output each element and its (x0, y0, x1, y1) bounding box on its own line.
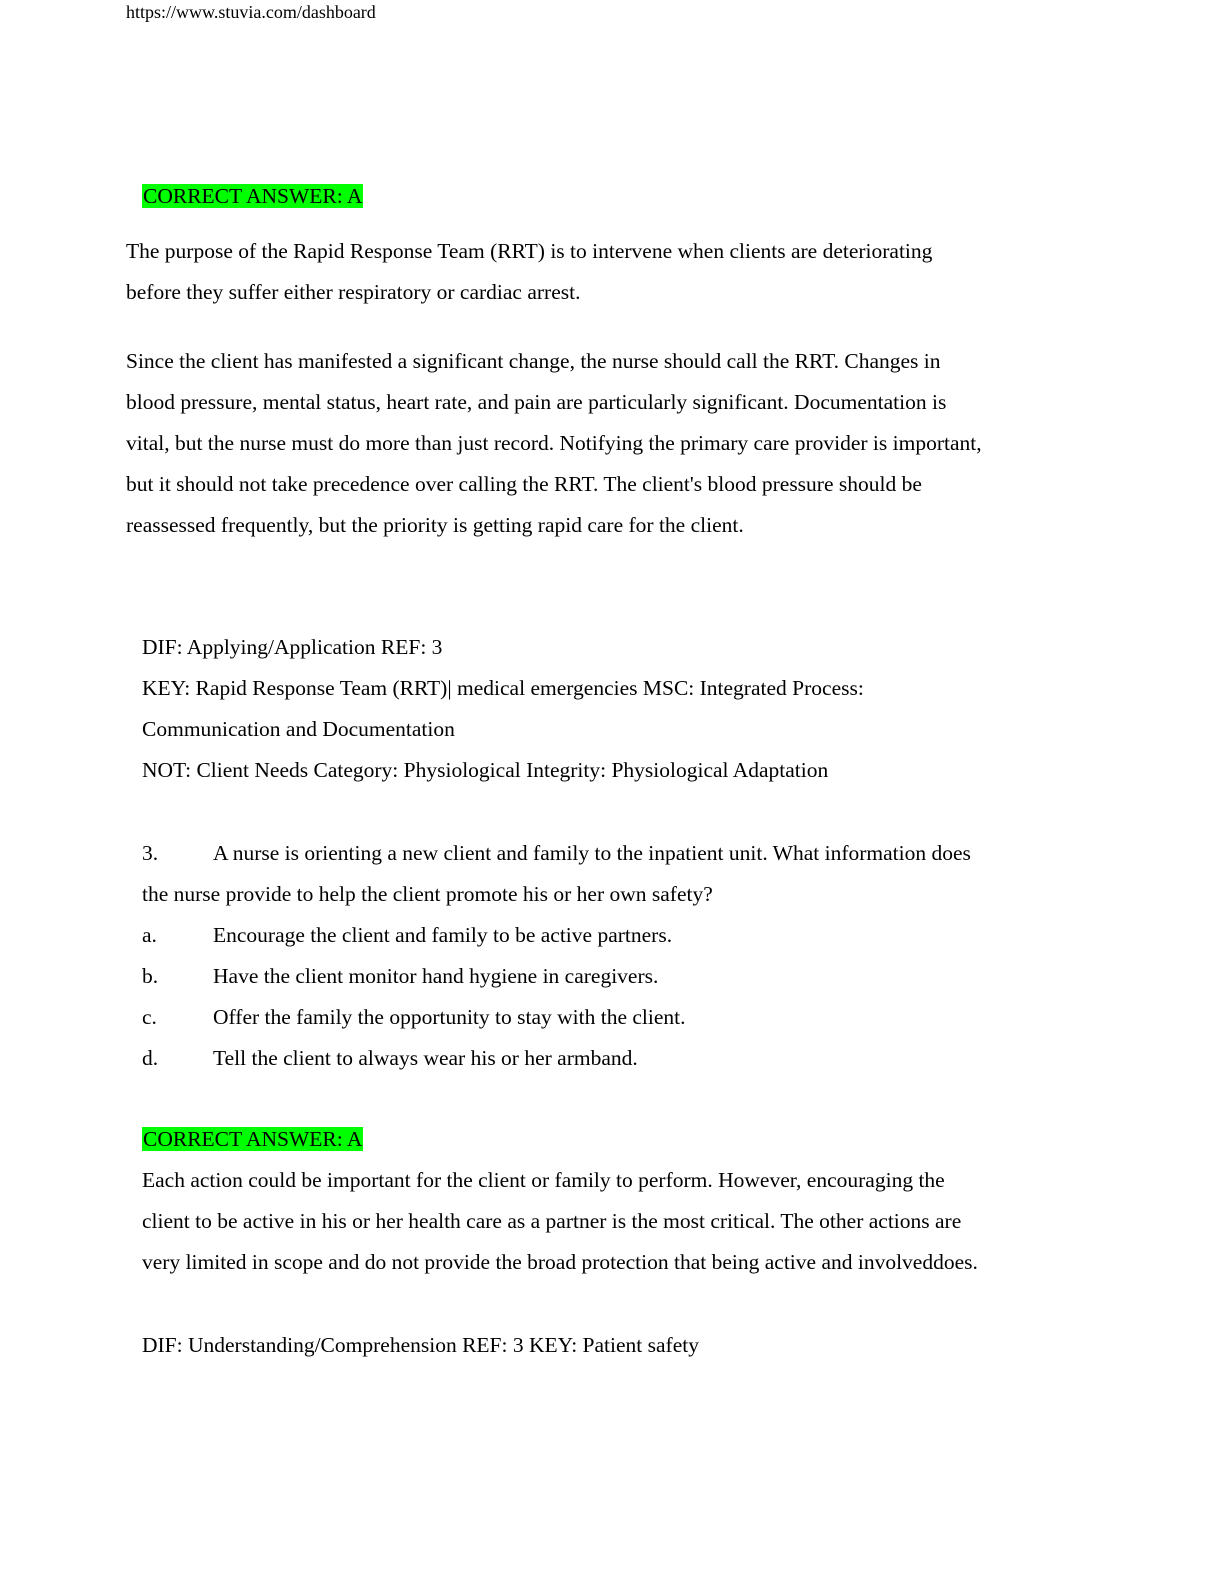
text-line: but it should not take precedence over calling the RRT. The client's blood pressure should be (126, 472, 922, 496)
text-line: client to be active in his or her health care as a partner is the most critical. The other actions are (142, 1209, 962, 1233)
text-line: Since the client has manifested a significant change, the nurse should call the RRT. Changes in (126, 349, 941, 373)
option-a (142, 915, 971, 956)
answer-block-q3 (142, 1119, 978, 1283)
answer-line (142, 1119, 978, 1160)
option-letter: c. (142, 1005, 157, 1029)
option-text: Encourage the client and family to be active partners. (213, 923, 673, 947)
text-line: The purpose of the Rapid Response Team (RRT) is to intervene when clients are deteriorating (126, 239, 933, 263)
option-letter: d. (142, 1046, 159, 1070)
question-stem-text: A nurse is orienting a new client and family to the inpatient unit. What information does (213, 841, 971, 865)
question-metadata-q2 (142, 627, 864, 791)
question-metadata-q3 (142, 1325, 699, 1366)
page-header-url: https://www.stuvia.com/dashboard (126, 2, 376, 22)
text-line: very limited in scope and do not provide the broad protection that being active and involveddoes. (142, 1250, 978, 1274)
option-letter: b. (142, 964, 159, 988)
text-line: reassessed frequently, but the priority is getting rapid care for the client. (126, 513, 744, 537)
option-letter: a. (142, 923, 157, 947)
meta-line: DIF: Understanding/Comprehension REF: 3 KEY: Patient safety (142, 1333, 699, 1357)
option-d (142, 1038, 971, 1079)
question-number: 3. (142, 841, 159, 865)
correct-answer-highlight: CORRECT ANSWER: A (143, 184, 363, 208)
option-text: Offer the family the opportunity to stay with the client. (213, 1005, 686, 1029)
correct-answer-highlight: CORRECT ANSWER: A (143, 1127, 363, 1151)
option-text: Tell the client to always wear his or her armband. (213, 1046, 638, 1070)
option-text: Have the client monitor hand hygiene in caregivers. (213, 964, 659, 988)
meta-line: Communication and Documentation (142, 717, 455, 741)
question-stem-line: the nurse provide to help the client promote his or her own safety? (142, 882, 713, 906)
answer-block-q2 (142, 176, 363, 217)
text-line: Each action could be important for the client or family to perform. However, encouraging the (142, 1168, 945, 1192)
question-3 (142, 833, 971, 1079)
option-b (142, 956, 971, 997)
text-line: blood pressure, mental status, heart rate, and pain are particularly significant. Documentation is (126, 390, 947, 414)
meta-line: KEY: Rapid Response Team (RRT)| medical emergencies MSC: Integrated Process: (142, 676, 864, 700)
meta-line: NOT: Client Needs Category: Physiological Integrity: Physiological Adaptation (142, 758, 829, 782)
text-line: vital, but the nurse must do more than just record. Notifying the primary care provider is important, (126, 431, 982, 455)
rationale-paragraph-1 (126, 231, 932, 313)
meta-line: DIF: Applying/Application REF: 3 (142, 635, 443, 659)
option-c (142, 997, 971, 1038)
question-stem-line (142, 833, 971, 874)
rationale-paragraph-2 (126, 341, 982, 546)
text-line: before they suffer either respiratory or cardiac arrest. (126, 280, 581, 304)
